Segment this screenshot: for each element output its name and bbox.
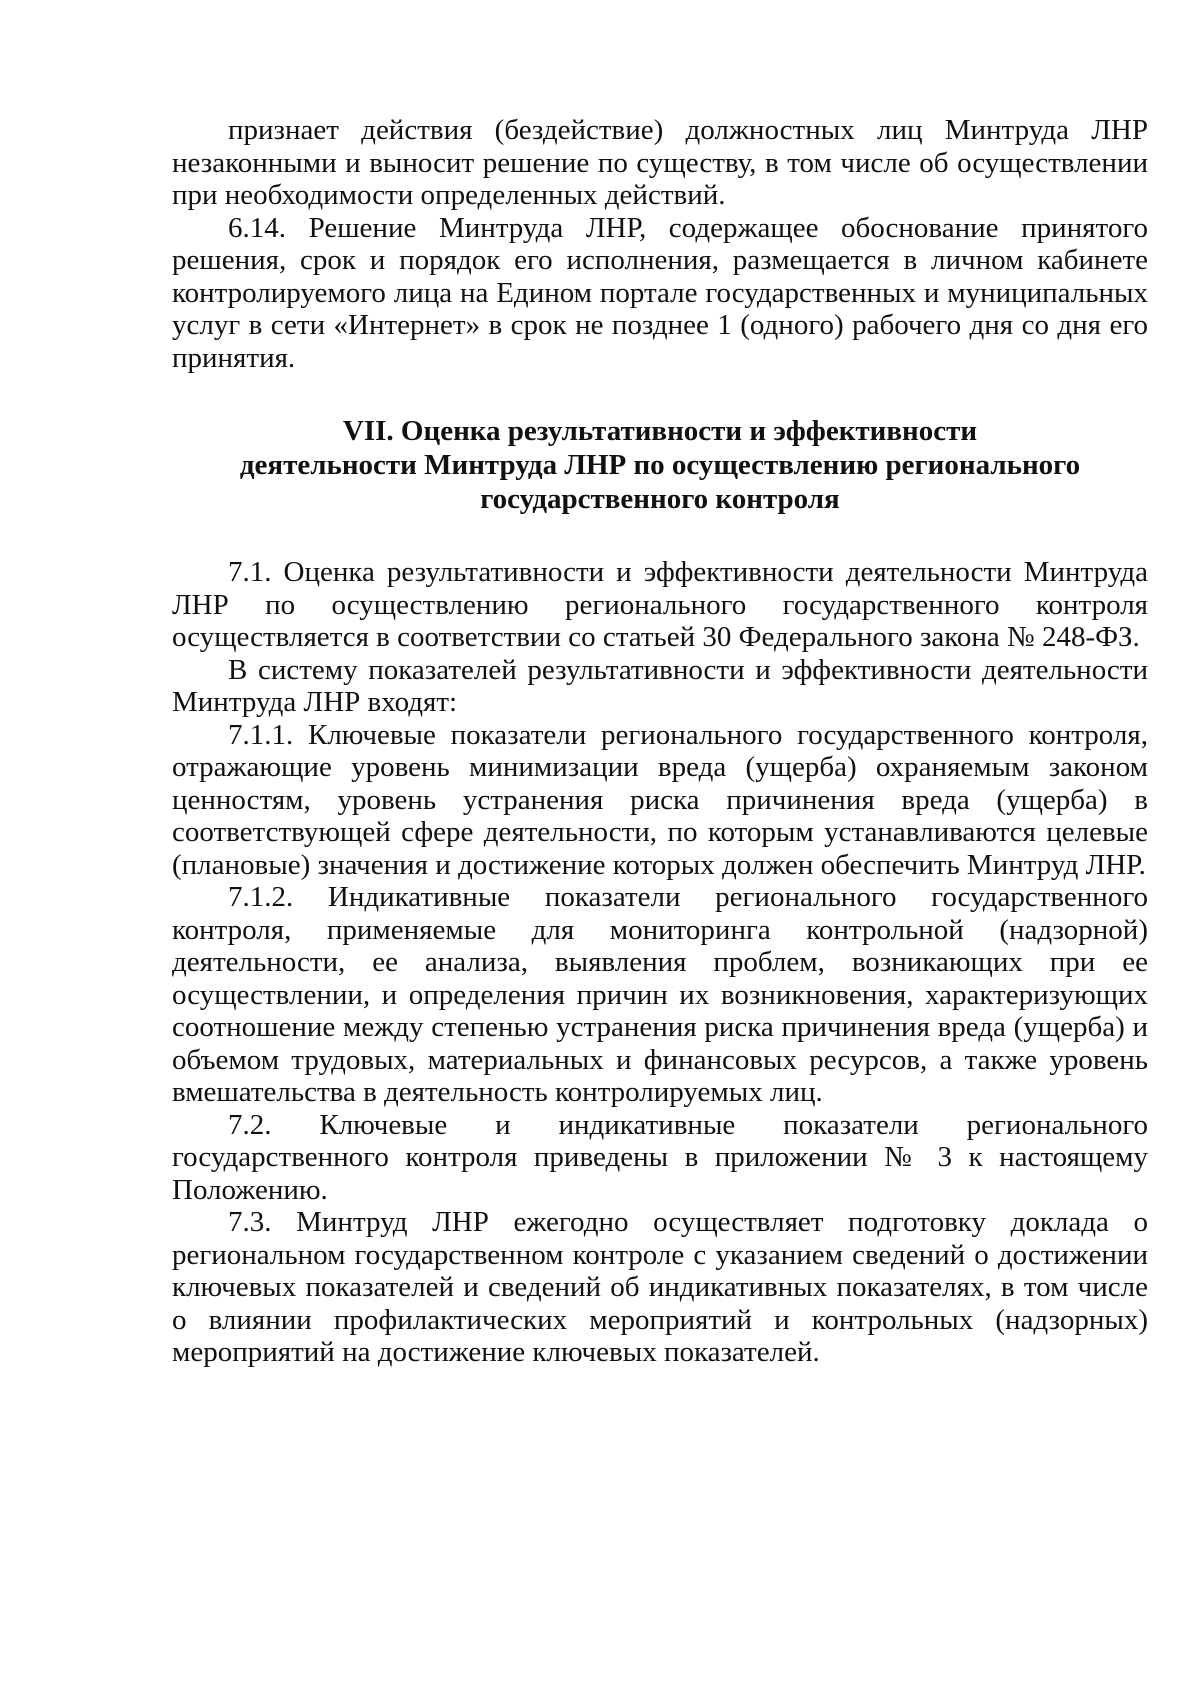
section-heading-line-3: государственного контроля (480, 483, 840, 515)
section-heading-line-2: деятельности Минтруда ЛНР по осуществлению регионального (239, 449, 1081, 481)
section-heading-line-1: VII. Оценка результативности и эффективности (342, 415, 978, 447)
paragraph-6-14: 6.14. Решение Минтруда ЛНР, содержащее обоснование принятого решения, срок и порядок его исполнения, размещается в личном кабинете контролируемого лица на Едином портале государственных и муниципальных услуг в сети «Интернет» в срок не позднее 1 (одного) рабочего дня со дня его принятия. (172, 211, 1148, 374)
paragraph-7-1-1: 7.1.1. Ключевые показатели регионального государственного контроля, отражающие уровень минимизации вреда (ущерба) охраняемым законом ценностям, уровень устранения риска причинения вреда (ущерба) в соответствующей сфере деятельности, по которым устанавливаются целевые (плановые) значения и достижение которых должен обеспечить Минтруд ЛНР. (172, 718, 1148, 881)
paragraph-7-3: 7.3. Минтруд ЛНР ежегодно осуществляет подготовку доклада о региональном государственном контроле с указанием сведений о достижении ключевых показателей и сведений об индикативных показателях, в том числе о влиянии профилактических мероприятий и контрольных (надзорных) мероприятий на достижение ключевых показателей. (172, 1206, 1148, 1368)
document-page (172, 114, 1148, 1369)
paragraph-7-1-2: 7.1.2. Индикативные показатели регионального государственного контроля, применяемые для мониторинга контрольной (надзорной) деятельности, ее анализа, выявления проблем, возникающих при ее осуществлении, и определения причин их возникновения, характеризующих соотношение между степенью устранения риска причинения вреда (ущерба) и объемом трудовых, материальных и финансовых ресурсов, а также уровень вмешательства в деятельность контролируемых лиц. (172, 881, 1148, 1108)
paragraph-7-2: 7.2. Ключевые и индикативные показатели регионального государственного контроля приведены в приложении № 3 к настоящему Положению. (172, 1108, 1148, 1206)
paragraph-indicator-system: В систему показателей результативности и эффективности деятельности Минтруда ЛНР входят: (172, 653, 1148, 718)
paragraph-continuation: признает действия (бездействие) должностных лиц Минтруда ЛНР незаконными и выносит решение по существу, в том числе об осуществлении при необходимости определенных действий. (172, 114, 1148, 211)
paragraph-7-1: 7.1. Оценка результативности и эффективности деятельности Минтруда ЛНР по осуществлению регионального государственного контроля осуществляется в соответствии со статьей 30 Федерального закона № 248-ФЗ. (172, 556, 1148, 653)
section-heading (172, 414, 1148, 516)
